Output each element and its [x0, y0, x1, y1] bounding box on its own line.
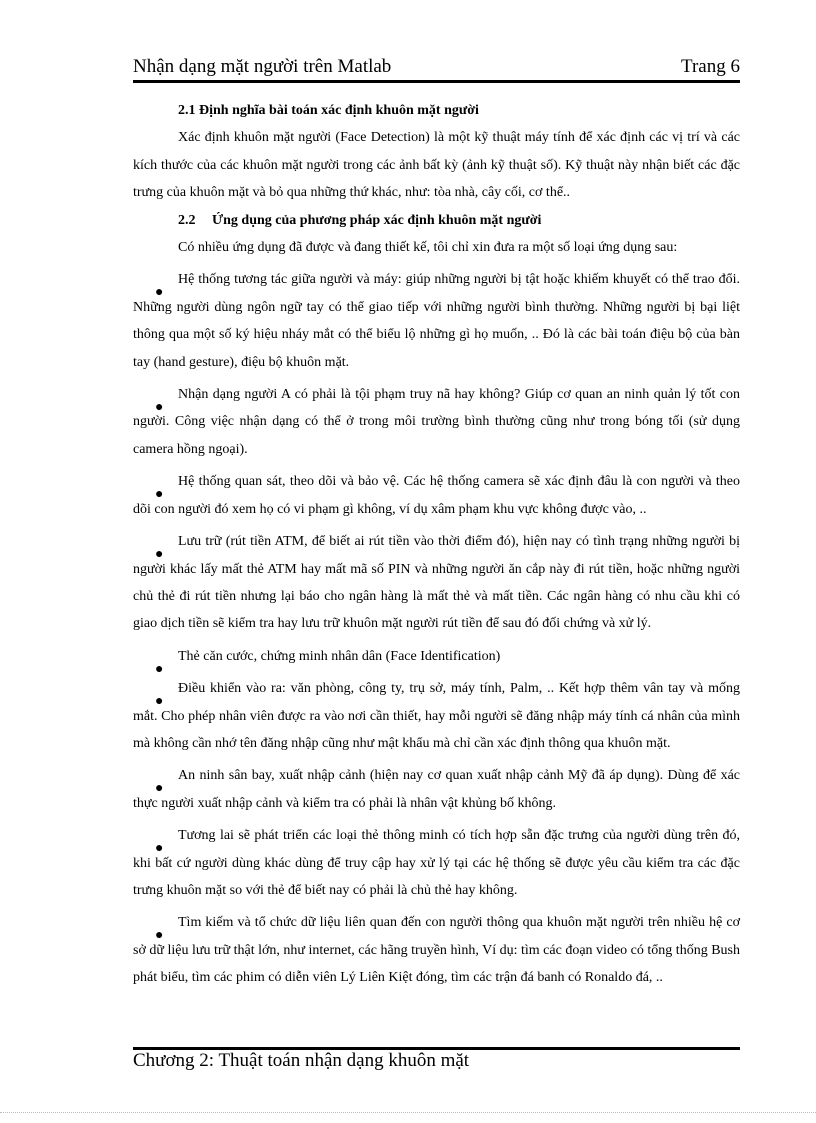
list-item	[133, 643, 740, 677]
bullet-icon: ●	[155, 547, 164, 563]
definition-paragraph: Xác định khuôn mặt người (Face Detection) là một kỹ thuật máy tính để xác định các vị trí và các kích thước của các khuôn mặt người trong các ảnh bất kỳ (ảnh kỹ thuật số). Kỹ thuật này nhận biết các đặc trưng của khuôn mặt và bỏ qua những thứ khác, như: tòa nhà, cây cối, cơ thể..	[133, 130, 740, 201]
section-heading-2-1: 2.1 Định nghĩa bài toán xác định khuôn mặt người	[178, 103, 479, 118]
list-item	[133, 266, 740, 376]
bullet-icon: ●	[155, 661, 164, 677]
list-item-text: Tìm kiếm và tổ chức dữ liệu liên quan đến con người thông qua khuôn mặt người trên nhiều hệ cơ sở dữ liệu lưu trữ thật lớn, như internet, các hãng truyền hình, Ví dụ: tìm các đoạn video có tổng thống Bush phát biểu, tìm các phim có diễn viên Lý Liên Kiệt đóng, tìm các trận đá banh có Ronaldo đá, ..	[133, 915, 740, 986]
page-footer: Chương 2: Thuật toán nhận dạng khuôn mặt	[133, 1050, 470, 1071]
list-item-text: An ninh sân bay, xuất nhập cảnh (hiện nay cơ quan xuất nhập cảnh Mỹ đã áp dụng). Dùng để xác thực người xuất nhập cảnh và kiểm tra có phải là nhân vật khủng bố không.	[133, 768, 740, 811]
intro-paragraph: Có nhiều ứng dụng đã được và đang thiết kế, tôi chỉ xin đưa ra một số loại ứng dụng sau:	[178, 240, 678, 256]
list-item	[133, 762, 740, 817]
page-body	[133, 97, 740, 992]
list-item-text: Lưu trữ (rút tiền ATM, để biết ai rút tiền vào thời điểm đó), hiện nay có tình trạng những người bị người khác lấy mất thẻ ATM hay mất mã số PIN và những người ăn cắp này đi rút tiền, hoặc những người chủ thẻ đi rút tiền nhưng lại báo cho ngân hàng là mất thẻ và mất tiền. Các ngân hàng có nhu cầu khi có giao dịch tiền sẽ kiểm tra hay lưu trữ khuôn mặt người rút tiền để sau đó đối chứng và xử lý.	[133, 534, 740, 632]
page-bottom-border	[0, 1112, 816, 1113]
section-title: Ứng dụng của phương pháp xác định khuôn mặt người	[212, 212, 542, 228]
list-item	[133, 675, 740, 757]
list-item-text: Thẻ căn cước, chứng minh nhân dân (Face Identification)	[178, 648, 501, 664]
list-item-text: Điều khiển vào ra: văn phòng, công ty, trụ sở, máy tính, Palm, .. Kết hợp thêm vân tay và mống mắt. Cho phép nhân viên được ra vào nơi cần thiết, hay mỗi người sẽ đăng nhập máy tính cá nhân của mình mà không cần nhớ tên đăng nhập cũng như mật khẩu mà chỉ cần xác định thông qua khuôn mặt.	[133, 681, 740, 751]
bullet-icon: ●	[155, 400, 164, 416]
list-item-text: Nhận dạng người A có phải là tội phạm truy nã hay không? Giúp cơ quan an ninh quản lý tốt con người. Công việc nhận dạng có thể ở trong môi trường bình thường cũng như trong bóng tối (sử dụng camera hồng ngoại).	[133, 387, 740, 457]
bullet-icon: ●	[155, 928, 164, 944]
bullet-icon: ●	[155, 781, 164, 797]
list-item	[133, 528, 740, 638]
section-heading-2-2	[133, 207, 740, 234]
list-item	[133, 822, 740, 904]
bullet-icon: ●	[155, 487, 164, 503]
page-header	[133, 52, 740, 78]
page-number: Trang 6	[681, 56, 740, 77]
section-number: 2.2	[178, 212, 196, 228]
list-item-text: Hệ thống quan sát, theo dõi và bảo vệ. Các hệ thống camera sẽ xác định đâu là con người và theo dõi con người đó xem họ có vi phạm gì không, ví dụ xâm phạm khu vực không được vào, ..	[133, 474, 740, 517]
bullet-icon: ●	[155, 285, 164, 301]
list-item-text: Tương lai sẽ phát triển các loại thẻ thông minh có tích hợp sẵn đặc trưng của người dùng trên đó, khi bất cứ người dùng khác dùng để truy cập hay xử lý tại các hệ thống sẽ được yêu cầu kiểm tra các đặc trưng khuôn mặt so với thẻ để biết nay có phải là chủ thẻ hay không.	[133, 828, 740, 898]
list-item-text: Hệ thống tương tác giữa người và máy: giúp những người bị tật hoặc khiếm khuyết có thể trao đổi. Những người dùng ngôn ngữ tay có thể giao tiếp với những người bình thường. Những người bị bại liệt thông qua một số ký hiệu nháy mắt có thể biểu lộ những gì họ muốn, .. Đó là các bài toán điệu bộ của bàn tay (hand gesture), điệu bộ khuôn mặt.	[133, 272, 740, 370]
list-item	[133, 381, 740, 463]
bullet-icon: ●	[155, 694, 164, 710]
list-item	[133, 909, 740, 991]
bullet-icon: ●	[155, 841, 164, 857]
header-divider	[133, 80, 740, 83]
list-item	[133, 468, 740, 523]
header-title: Nhận dạng mặt người trên Matlab	[133, 56, 392, 77]
